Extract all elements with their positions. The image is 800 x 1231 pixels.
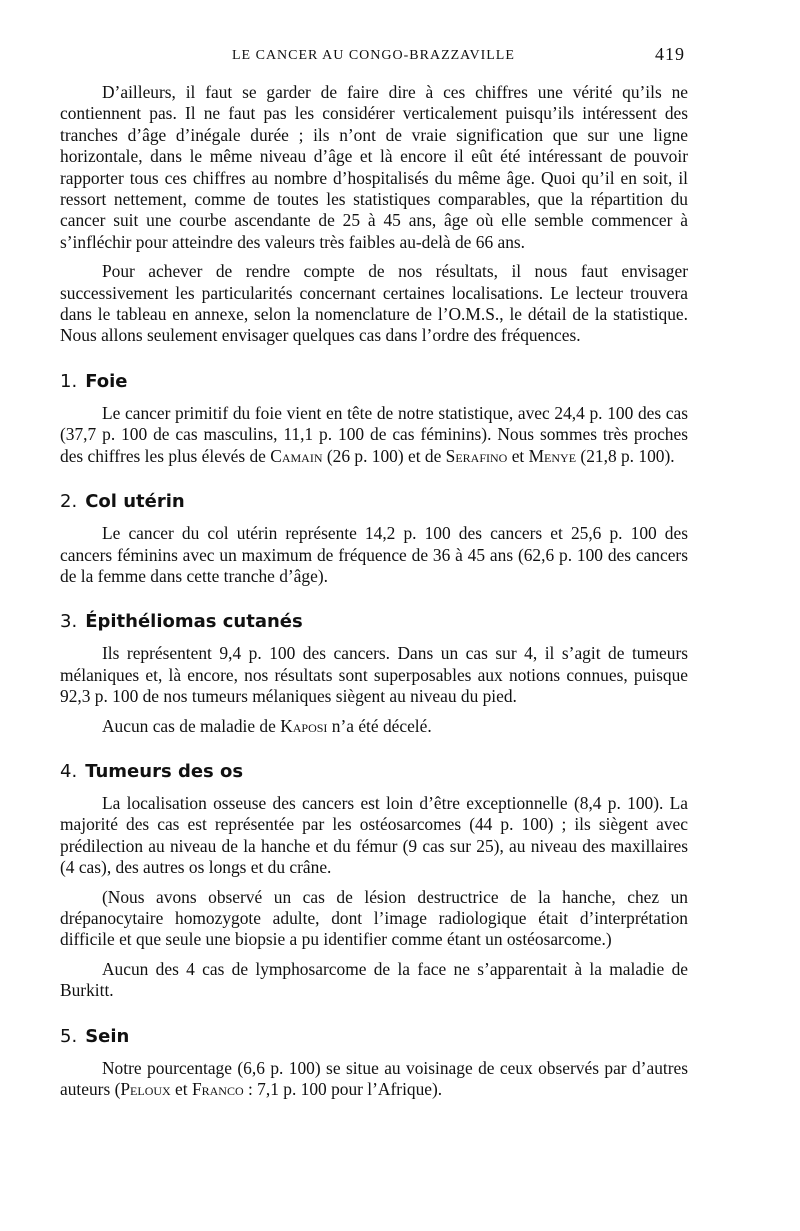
section-heading-col-uterin xyxy=(60,491,688,513)
body-text xyxy=(60,82,688,1108)
intro-paragraph-2: Pour achever de rendre compte de nos résultats, il nous faut envisager successivement les particularités concernant certaines localisations. Le lecteur trouvera dans le tableau en annexe, selon la nomenclature de l’O.M.S., le détail de la statistique. Nous allons seulement envisager quelques cas dans l’ordre des fréquences. xyxy=(60,261,688,346)
section-title: Col utérin xyxy=(85,491,185,513)
text-run: Notre pourcentage (6,6 p. 100) se situe au voisinage de ceux observés par d’autres auteurs ( xyxy=(60,1057,688,1099)
os-paragraph-2: (Nous avons observé un cas de lésion destructrice de la hanche, chez un drépanocytaire homozygote adulte, dont l’image radiologique était d’interprétation difficile et que seule une biopsie a pu identifier comme étant un ostéosarcome.) xyxy=(60,886,688,950)
section-number: 3. xyxy=(60,611,78,633)
text-run: Le cancer primitif du foie vient en tête de notre statistique, avec 24,4 p. 100 des cas (37,7 p. 100 de cas masculins, 11,1 p. 100 de cas féminins). Nous sommes très proches des chiffres les plus élevés de xyxy=(60,402,688,466)
section-heading-tumeurs-os xyxy=(60,761,688,783)
text-run: et xyxy=(170,1079,192,1099)
text-run: (26 p. 100) et de xyxy=(322,445,446,466)
section-number: 5. xyxy=(60,1025,78,1047)
section-title: Sein xyxy=(85,1025,130,1047)
section-heading-epitheliomas xyxy=(60,611,688,633)
section-title: Foie xyxy=(85,370,128,392)
text-run: Aucun cas de maladie de xyxy=(102,715,281,736)
epith-paragraph-1: Ils représentent 9,4 p. 100 des cancers. Dans un cas sur 4, il s’agit de tumeurs mélaniques et, là encore, nos résultats sont superposables aux notions connues, puisque 92,3 p. 100 de nos tumeurs mélaniques siègent au niveau du pied. xyxy=(60,643,688,707)
section-heading-foie xyxy=(60,371,688,393)
section-number: 1. xyxy=(60,370,78,392)
text-run: (21,8 p. 100). xyxy=(576,445,675,466)
section-title: Tumeurs des os xyxy=(85,760,244,782)
section-number: 4. xyxy=(60,760,78,782)
section-title: Épithéliomas cutanés xyxy=(85,611,303,633)
running-title: LE CANCER AU CONGO-BRAZZAVILLE xyxy=(232,48,515,63)
author-name: Peloux xyxy=(120,1079,171,1099)
author-name: Franco xyxy=(191,1079,244,1099)
foie-paragraph-1 xyxy=(60,403,688,467)
author-name: Camain xyxy=(270,445,323,466)
section-number: 2. xyxy=(60,491,78,513)
sein-paragraph-1 xyxy=(60,1058,688,1101)
author-name: Kaposi xyxy=(280,715,328,736)
os-paragraph-1: La localisation osseuse des cancers est loin d’être exceptionnelle (8,4 p. 100). La majorité des cas est représentée par les ostéosarcomes (44 p. 100) ; ils siègent avec prédilection au niveau de la hanche et du fémur (9 cas sur 25), au niveau des maxillaires (4 cas), des autres os longs et du crâne. xyxy=(60,792,688,878)
author-name: Serafino xyxy=(445,445,508,466)
author-name: Menye xyxy=(528,445,577,466)
text-run: : 7,1 p. 100 pour l’Afrique). xyxy=(243,1079,443,1099)
intro-paragraph-1: D’ailleurs, il faut se garder de faire dire à ces chiffres une vérité qu’ils ne contiennent pas. Il ne faut pas les considérer verticalement puisqu’ils intéressent des tranches d’âge d’inégale durée ; ils n’ont de vraie signification que sur une ligne horizontale, dans le même niveau d’âge et là encore il eût été intéressant de pouvoir rapporter tous ces chiffres au nombre d’hospitalisés du même âge. Quoi qu’il en soit, il ressort nettement, comme de toutes les statistiques comparables, que la répartition du cancer suit une courbe ascendante de 25 à 45 ans, âge où elle semble commencer à s’infléchir pour atteindre des valeurs très faibles au-delà de 66 ans. xyxy=(60,82,688,252)
page-number: 419 xyxy=(655,44,685,64)
section-heading-sein xyxy=(60,1026,688,1048)
text-run: n’a été décelé. xyxy=(327,715,432,736)
os-paragraph-3: Aucun des 4 cas de lymphosarcome de la face ne s’apparentait à la maladie de Burkitt. xyxy=(60,958,688,1001)
epith-paragraph-2 xyxy=(60,716,688,737)
col-paragraph-1: Le cancer du col utérin représente 14,2 p. 100 des cancers et 25,6 p. 100 des cancers féminins avec un maximum de fréquence de 36 à 45 ans (62,6 p. 100 des cancers de la femme dans cette tranche d’âge). xyxy=(60,523,688,586)
text-run: et xyxy=(507,445,529,466)
